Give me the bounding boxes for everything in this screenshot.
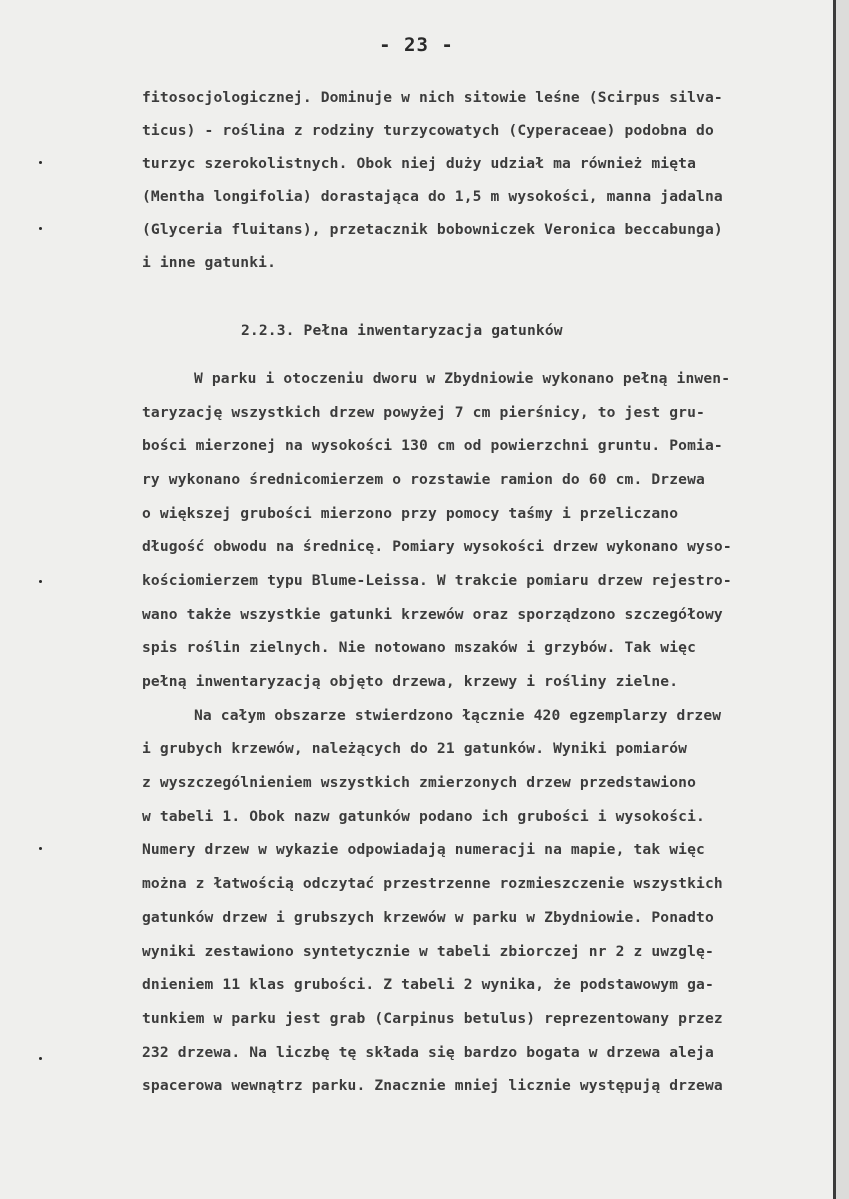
text-line: Na całym obszarze stwierdzono łącznie 420 egzemplarzy drzew: [194, 707, 722, 724]
text-line: spis roślin zielnych. Nie notowano mszaków i grzybów. Tak więc: [142, 639, 697, 656]
page-number: - 23 -: [379, 34, 454, 56]
text-line: pełną inwentaryzacją objęto drzewa, krzewy i rośliny zielne.: [142, 673, 679, 690]
text-line: Numery drzew w wykazie odpowiadają numeracji na mapie, tak więc: [142, 841, 705, 858]
text-line: w tabeli 1. Obok nazw gatunków podano ich grubości i wysokości.: [142, 808, 705, 825]
text-line: można z łatwością odczytać przestrzenne rozmieszczenie wszystkich: [142, 875, 723, 892]
text-line: i grubych krzewów, należących do 21 gatunków. Wyniki pomiarów: [142, 740, 688, 757]
section-heading: 2.2.3. Pełna inwentaryzacja gatunków: [241, 322, 563, 339]
text-line: o większej grubości mierzono przy pomocy taśmy i przeliczano: [142, 505, 679, 522]
margin-dot: [39, 847, 42, 850]
text-line: z wyszczególnieniem wszystkich zmierzonych drzew przedstawiono: [142, 774, 697, 791]
text-line: tunkiem w parku jest grab (Carpinus betulus) reprezentowany przez: [142, 1010, 723, 1027]
text-line: taryzację wszystkich drzew powyżej 7 cm pierśnicy, to jest gru-: [142, 404, 705, 421]
text-line: fitosocjologicznej. Dominuje w nich sitowie leśne (Scirpus silva-: [142, 89, 723, 106]
margin-dot: [39, 580, 42, 583]
text-line: wyniki zestawiono syntetycznie w tabeli zbiorczej nr 2 z uwzglę-: [142, 943, 714, 960]
text-line: gatunków drzew i grubszych krzewów w parku w Zbydniowie. Ponadto: [142, 909, 714, 926]
text-line: bości mierzonej na wysokości 130 cm od powierzchni gruntu. Pomia-: [142, 437, 723, 454]
text-line: 232 drzewa. Na liczbę tę składa się bardzo bogata w drzewa aleja: [142, 1044, 714, 1061]
text-line: (Glyceria fluitans), przetacznik bobowniczek Veronica beccabunga): [142, 221, 723, 238]
text-line: ticus) - roślina z rodziny turzycowatych (Cyperaceae) podobna do: [142, 122, 714, 139]
text-line: ry wykonano średnicomierzem o rozstawie ramion do 60 cm. Drzewa: [142, 471, 705, 488]
margin-dot: [39, 161, 42, 164]
text-line: turzyc szerokolistnych. Obok niej duży udział ma również mięta: [142, 155, 697, 172]
text-line: spacerowa wewnątrz parku. Znacznie mniej licznie występują drzewa: [142, 1077, 723, 1094]
text-line: i inne gatunki.: [142, 254, 277, 271]
text-line: (Mentha longifolia) dorastająca do 1,5 m wysokości, manna jadalna: [142, 188, 723, 205]
text-line: W parku i otoczeniu dworu w Zbydniowie wykonano pełną inwen-: [194, 370, 731, 387]
text-line: wano także wszystkie gatunki krzewów oraz sporządzono szczegółowy: [142, 606, 723, 623]
text-line: długość obwodu na średnicę. Pomiary wysokości drzew wykonano wyso-: [142, 538, 732, 555]
text-line: kościomierzem typu Blume-Leissa. W trakcie pomiaru drzew rejestro-: [142, 572, 732, 589]
margin-dot: [39, 227, 42, 230]
margin-dot: [39, 1057, 42, 1060]
text-line: dnieniem 11 klas grubości. Z tabeli 2 wynika, że podstawowym ga-: [142, 976, 714, 993]
